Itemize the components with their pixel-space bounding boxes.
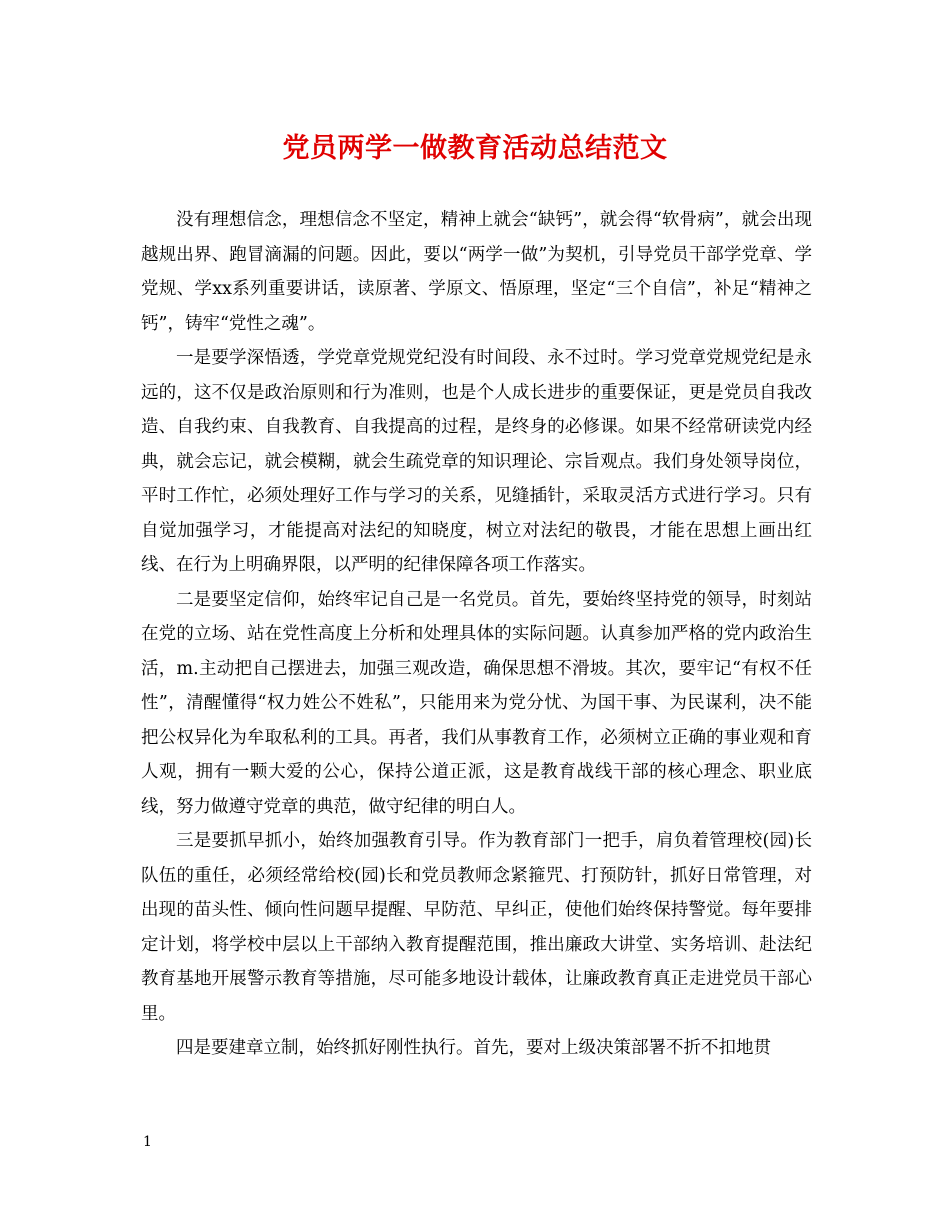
- body-paragraph: 没有理想信念，理想信念不坚定，精神上就会“缺钙”，就会得“软骨病”，就会出现越规出界、跑冒滴漏的问题。因此，要以“两学一做”为契机，引导党员干部学党章、学党规、学xx系列重要讲话，读原著、学原文、悟原理，坚定“三个自信”，补足“精神之钙”，铸牢“党性之魂”。: [141, 210, 812, 334]
- body-paragraph: 四是要建章立制，始终抓好刚性执行。首先，要对上级决策部署不折不扣地贯: [176, 1038, 771, 1058]
- document-body: [141, 203, 812, 1066]
- body-paragraph: 一是要学深悟透，学党章党规党纪没有时间段、永不过时。学习党章党规党纪是永远的，这不仅是政治原则和行为准则，也是个人成长进步的重要保证，更是党员自我改造、自我约束、自我教育、自我提高的过程，是终身的必修课。如果不经常研读党内经典，就会忘记，就会模糊，就会生疏党章的知识理论、宗旨观点。我们身处领导岗位，平时工作忙，必须处理好工作与学习的关系，见缝插针，采取灵活方式进行学习。只有自觉加强学习，才能提高对法纪的知晓度，树立对法纪的敬畏，才能在思想上画出红线、在行为上明确界限，以严明的纪律保障各项工作落实。: [141, 348, 812, 575]
- body-paragraph: 三是要抓早抓小，始终加强教育引导。作为教育部门一把手，肩负着管理校(园)长队伍的重任，必须经常给校(园)长和党员教师念紧箍咒、打预防针，抓好日常管理，对出现的苗头性、倾向性问题早提醒、早防范、早纠正，使他们始终保持警觉。每年要排定计划，将学校中层以上干部纳入教育提醒范围，推出廉政大讲堂、实务培训、赴法纪教育基地开展警示教育等措施，尽可能多地设计载体，让廉政教育真正走进党员干部心里。: [141, 831, 812, 1024]
- body-paragraph: 二是要坚定信仰，始终牢记自己是一名党员。首先，要始终坚持党的领导，时刻站在党的立场、站在党性高度上分析和处理具体的实际问题。认真参加严格的党内政治生活，m.主动把自己摆进去，加强三观改造，确保思想不滑坡。其次，要牢记“有权不任性”，清醒懂得“权力姓公不姓私”，只能用来为党分忧、为国干事、为民谋利，决不能把公权异化为牟取私利的工具。再者，我们从事教育工作，必须树立正确的事业观和育人观，拥有一颗大爱的公心，保持公道正派，这是教育战线干部的核心理念、职业底线，努力做遵守党章的典范，做守纪律的明白人。: [141, 589, 812, 817]
- document-title: 党员两学一做教育活动总结范文: [282, 133, 668, 164]
- page-number: 1: [143, 1134, 152, 1150]
